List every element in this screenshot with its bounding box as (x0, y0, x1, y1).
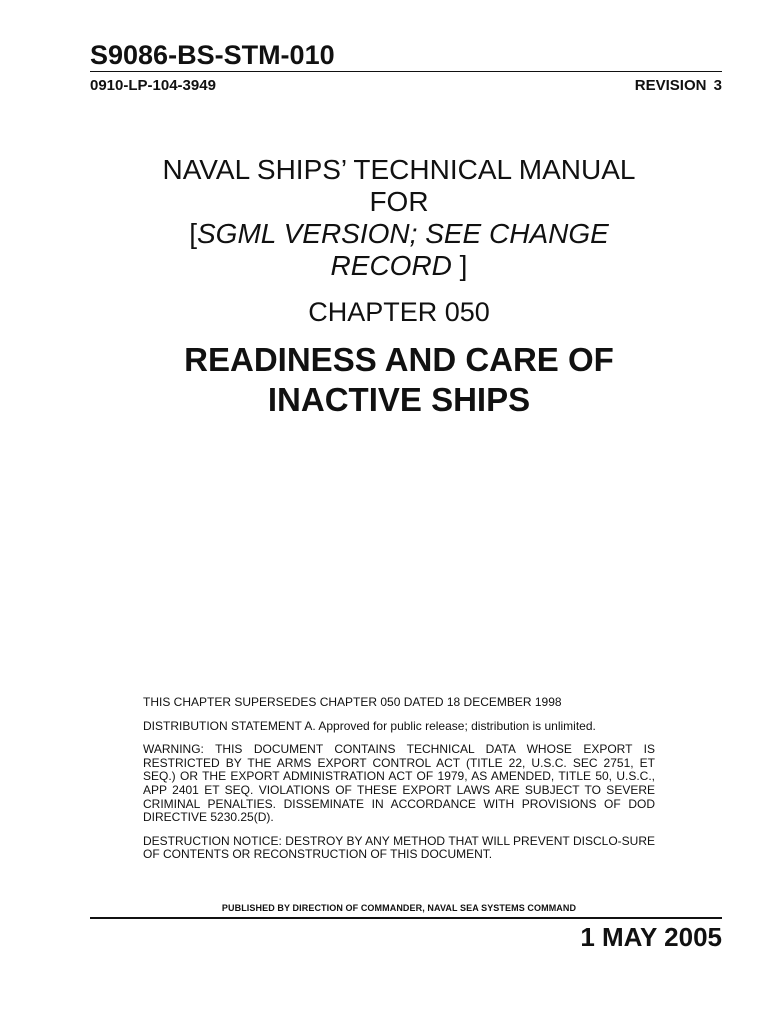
distribution-statement: DISTRIBUTION STATEMENT A. Approved for public release; distribution is unlimited. (143, 718, 596, 733)
supersedes-notice: THIS CHAPTER SUPERSEDES CHAPTER 050 DATED 18 DECEMBER 1998 (143, 695, 562, 709)
title-block (90, 154, 708, 420)
manual-title: NAVAL SHIPS’ TECHNICAL MANUAL (162, 154, 636, 185)
footer-rule (90, 917, 722, 919)
bracket-close: ] (459, 250, 468, 281)
sgml-text-line-b: RECORD (330, 250, 452, 281)
chapter-number: CHAPTER 050 (308, 297, 490, 327)
notices-block (143, 696, 655, 862)
document-number: S9086-BS-STM-010 (90, 40, 335, 70)
header-rule (90, 71, 722, 72)
publication-date: 1 MAY 2005 (580, 922, 722, 952)
revision-label: REVISION 3 (634, 77, 722, 94)
manual-for: FOR (369, 186, 429, 217)
bracket-open: [ (189, 218, 197, 249)
publisher-line: PUBLISHED BY DIRECTION OF COMMANDER, NAVAL SEA SYSTEMS COMMAND (221, 903, 577, 913)
export-warning: WARNING: THIS DOCUMENT CONTAINS TECHNICAL DATA WHOSE EXPORT IS RESTRICTED BY THE ARMS EXPORT CONTROL ACT (TITLE 22, U.S.C. SEC 2751, ET SEQ.) OR THE EXPORT ADMINISTRATION ACT OF 1979, AS AMENDED, TITLE 50, U.S.C., APP 2401 ET SEQ. VIOLATIONS OF THESE EXPORT LAWS ARE SUBJECT TO SEVERE CRIMINAL PENALTIES. DISSEMINATE IN ACCORDANCE WITH PROVISIONS OF DOD DIRECTIVE 5230.25(D). (143, 742, 655, 825)
sgml-version-note-line2 (90, 250, 708, 282)
sgml-text-line-a: SGML VERSION; SEE CHANGE (196, 218, 609, 249)
stock-number: 0910-LP-104-3949 (90, 77, 216, 94)
chapter-subject (90, 340, 708, 420)
chapter-subject-line2: INACTIVE SHIPS (267, 381, 531, 418)
destruction-notice: DESTRUCTION NOTICE: DESTROY BY ANY METHOD THAT WILL PREVENT DISCLO-SURE OF CONTENTS OR RECONSTRUCTION OF THIS DOCUMENT. (143, 833, 655, 862)
sgml-version-note (90, 218, 708, 250)
chapter-subject-line1: READINESS AND CARE OF (184, 341, 614, 378)
